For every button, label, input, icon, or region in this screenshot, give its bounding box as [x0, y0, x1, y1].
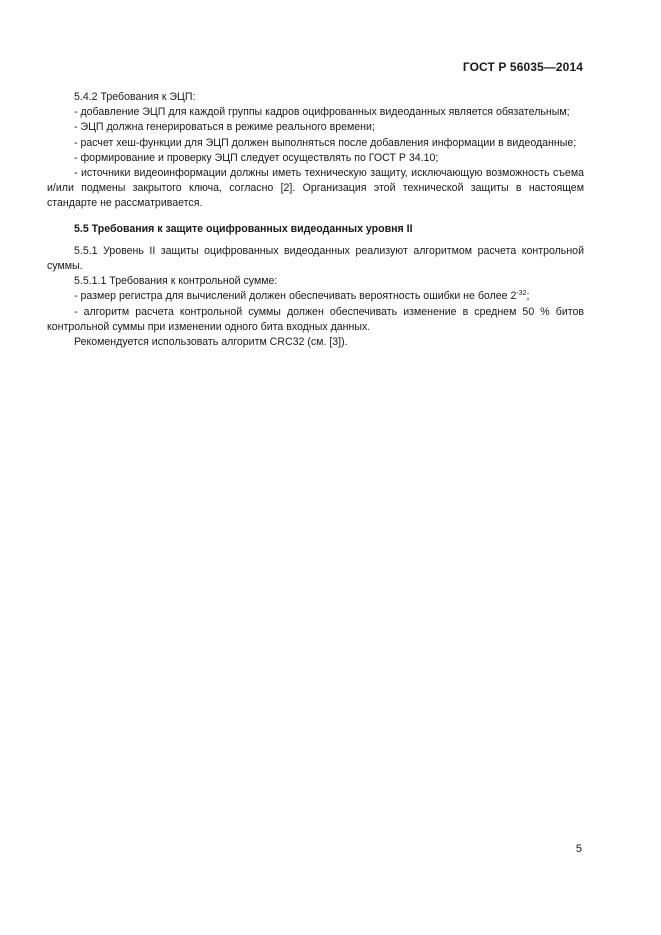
recommendation: Рекомендуется использовать алгоритм CRC32 (см. [3]). [74, 336, 348, 349]
list-item: - добавление ЭЦП для каждой группы кадров оцифрованных видеоданных является обязательным; [74, 106, 570, 119]
section-5-4-2-title: 5.4.2 Требования к ЭЦП: [74, 91, 196, 103]
section-5-5-heading: 5.5 Требования к защите оцифрованных видеоданных уровня II [74, 222, 413, 235]
list-item: - ЭЦП должна генерироваться в режиме реального времени; [74, 121, 375, 134]
register-suffix: ; [526, 290, 530, 303]
document-body [47, 90, 584, 350]
paragraph-5-5-1: 5.5.1 Уровень II защиты оцифрованных видеоданных реализуют алгоритмом расчета контрольной суммы. [47, 244, 584, 273]
list-item: - расчет хеш-функции для ЭЦП должен выполняться после добавления информации в видеоданные; [74, 136, 577, 149]
list-item: - источники видеоинформации должны иметь техническую защиту, исключающую возможность съема и/или подмены закрытого ключа, согласно [2]. Организация этой технической защиты в настоящем стандарте не рассматривается. [47, 167, 584, 210]
register-text: - размер регистра для вычислений должен обеспечивать вероятность ошибки не более 2 [74, 290, 517, 303]
paragraph-5-5-1-1-title: 5.5.1.1 Требования к контрольной сумме: [74, 275, 278, 288]
standard-identifier: ГОСТ Р 56035—2014 [462, 60, 583, 74]
register-exponent: -32 [516, 290, 527, 298]
list-item-algorithm: - алгоритм расчета контрольной суммы должен обеспечивать изменение в среднем 50 % битов контрольной суммы при изменении одного бита входных данных. [47, 305, 584, 333]
page-number: 5 [575, 843, 582, 855]
list-item: - формирование и проверку ЭЦП следует осуществлять по ГОСТ Р 34.10; [74, 151, 439, 164]
list-item-register [47, 289, 584, 304]
